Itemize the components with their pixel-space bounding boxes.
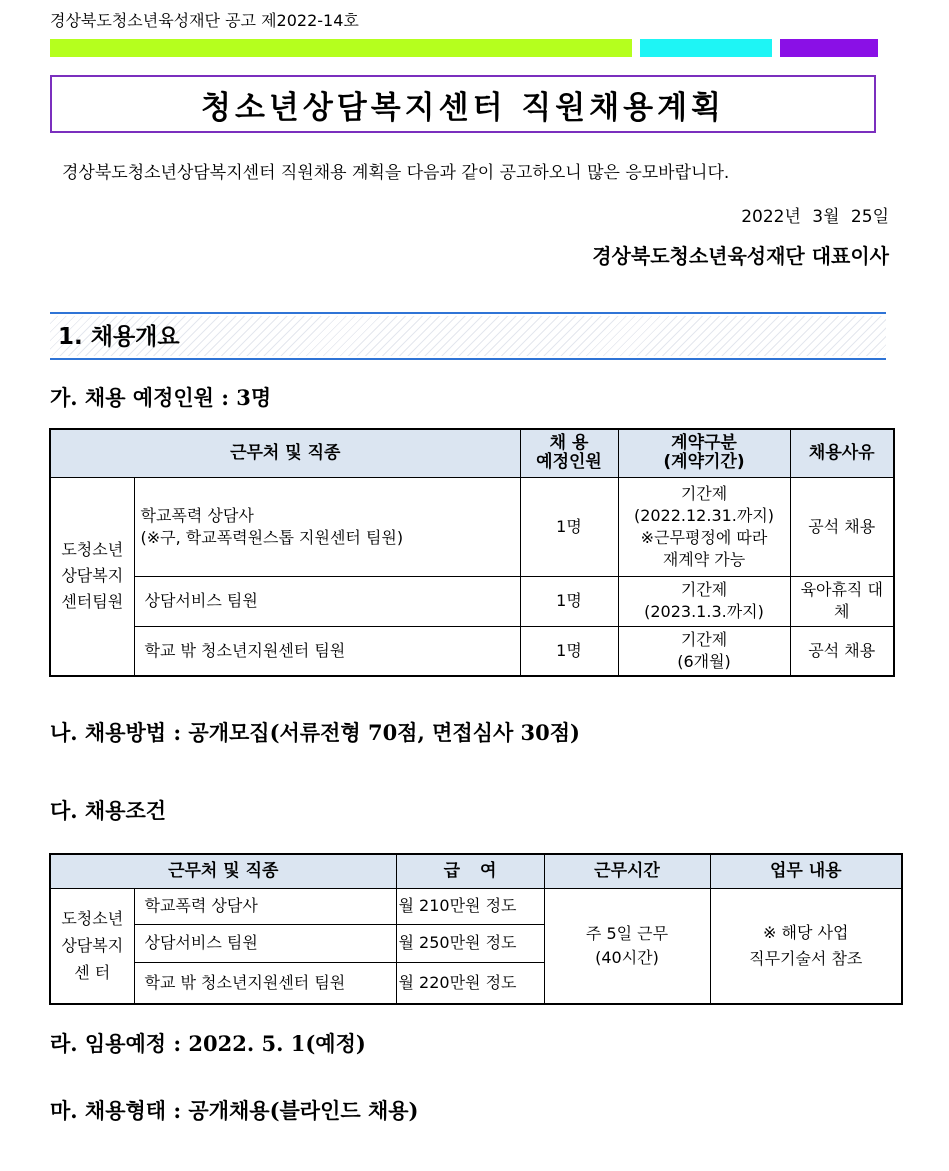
column-header: 근무시간 bbox=[544, 854, 710, 888]
column-header: 급 여 bbox=[396, 854, 544, 888]
table-row bbox=[50, 888, 902, 924]
subheading-b: 나. 채용방법 : 공개모집(서류전형 70점, 면접심사 30점) bbox=[50, 720, 580, 745]
workplace-group: 도청소년 상담복지 센 터 bbox=[50, 888, 134, 1004]
notice-date: 2022년 3월 25일 bbox=[741, 207, 889, 227]
job-title: 학교 밖 청소년지원센터 팀원 bbox=[134, 962, 396, 1004]
column-header: 근무처 및 직종 bbox=[50, 429, 520, 477]
section-title: 1. 채용개요 bbox=[58, 324, 180, 350]
job-title: 상담서비스 팀원 bbox=[134, 576, 520, 626]
headcount: 1명 bbox=[520, 626, 618, 676]
column-header: 업무 내용 bbox=[710, 854, 902, 888]
table-row bbox=[50, 477, 894, 576]
intro-text: 경상북도청소년상담복지센터 직원채용 계획을 다음과 같이 공고하오니 많은 응모바랍니다. bbox=[62, 163, 730, 183]
table-header-row bbox=[50, 429, 894, 477]
subheading-e: 마. 채용형태 : 공개채용(블라인드 채용) bbox=[50, 1098, 419, 1123]
section-bottom-line bbox=[50, 358, 886, 360]
headcount: 1명 bbox=[520, 477, 618, 576]
organization-signature: 경상북도청소년육성재단 대표이사 bbox=[592, 244, 889, 268]
job-title: 학교폭력 상담사 (※구, 학교폭력원스톱 지원센터 팀원) bbox=[134, 477, 520, 576]
workplace-group: 도청소년 상담복지 센터팀원 bbox=[50, 477, 134, 676]
column-header: 계약구분 (계약기간) bbox=[618, 429, 790, 477]
decorative-bar-lime bbox=[50, 39, 632, 57]
table-header-row bbox=[50, 854, 902, 888]
contract-type: 기간제 (6개월) bbox=[618, 626, 790, 676]
duty-description: ※ 해당 사업 직무기술서 참조 bbox=[710, 888, 902, 1004]
hiring-reason: 공석 채용 bbox=[790, 477, 894, 576]
conditions-table bbox=[49, 853, 903, 1005]
decorative-bar-cyan bbox=[640, 39, 772, 57]
hiring-reason: 공석 채용 bbox=[790, 626, 894, 676]
section-top-line bbox=[50, 312, 886, 314]
column-header: 채 용 예정인원 bbox=[520, 429, 618, 477]
document-title: 청소년상담복지센터 직원채용계획 bbox=[50, 75, 876, 133]
headcount: 1명 bbox=[520, 576, 618, 626]
salary: 월 220만원 정도 bbox=[396, 962, 544, 1004]
working-hours: 주 5일 근무 (40시간) bbox=[544, 888, 710, 1004]
subheading-a: 가. 채용 예정인원 : 3명 bbox=[50, 385, 272, 410]
job-title: 상담서비스 팀원 bbox=[134, 924, 396, 962]
notice-number: 경상북도청소년육성재단 공고 제2022-14호 bbox=[50, 11, 359, 30]
column-header: 채용사유 bbox=[790, 429, 894, 477]
job-title: 학교폭력 상담사 bbox=[134, 888, 396, 924]
job-title: 학교 밖 청소년지원센터 팀원 bbox=[134, 626, 520, 676]
subheading-d: 라. 임용예정 : 2022. 5. 1(예정) bbox=[50, 1031, 366, 1056]
salary: 월 210만원 정도 bbox=[396, 888, 544, 924]
decorative-bar-purple bbox=[780, 39, 878, 57]
contract-type: 기간제 (2023.1.3.까지) bbox=[618, 576, 790, 626]
salary: 월 250만원 정도 bbox=[396, 924, 544, 962]
column-header: 근무처 및 직종 bbox=[50, 854, 396, 888]
table-row bbox=[50, 626, 894, 676]
contract-type: 기간제 (2022.12.31.까지) ※근무평정에 따라 재계약 가능 bbox=[618, 477, 790, 576]
subheading-c: 다. 채용조건 bbox=[50, 798, 167, 823]
hiring-reason: 육아휴직 대체 bbox=[790, 576, 894, 626]
table-row bbox=[50, 576, 894, 626]
recruitment-table bbox=[49, 428, 895, 677]
